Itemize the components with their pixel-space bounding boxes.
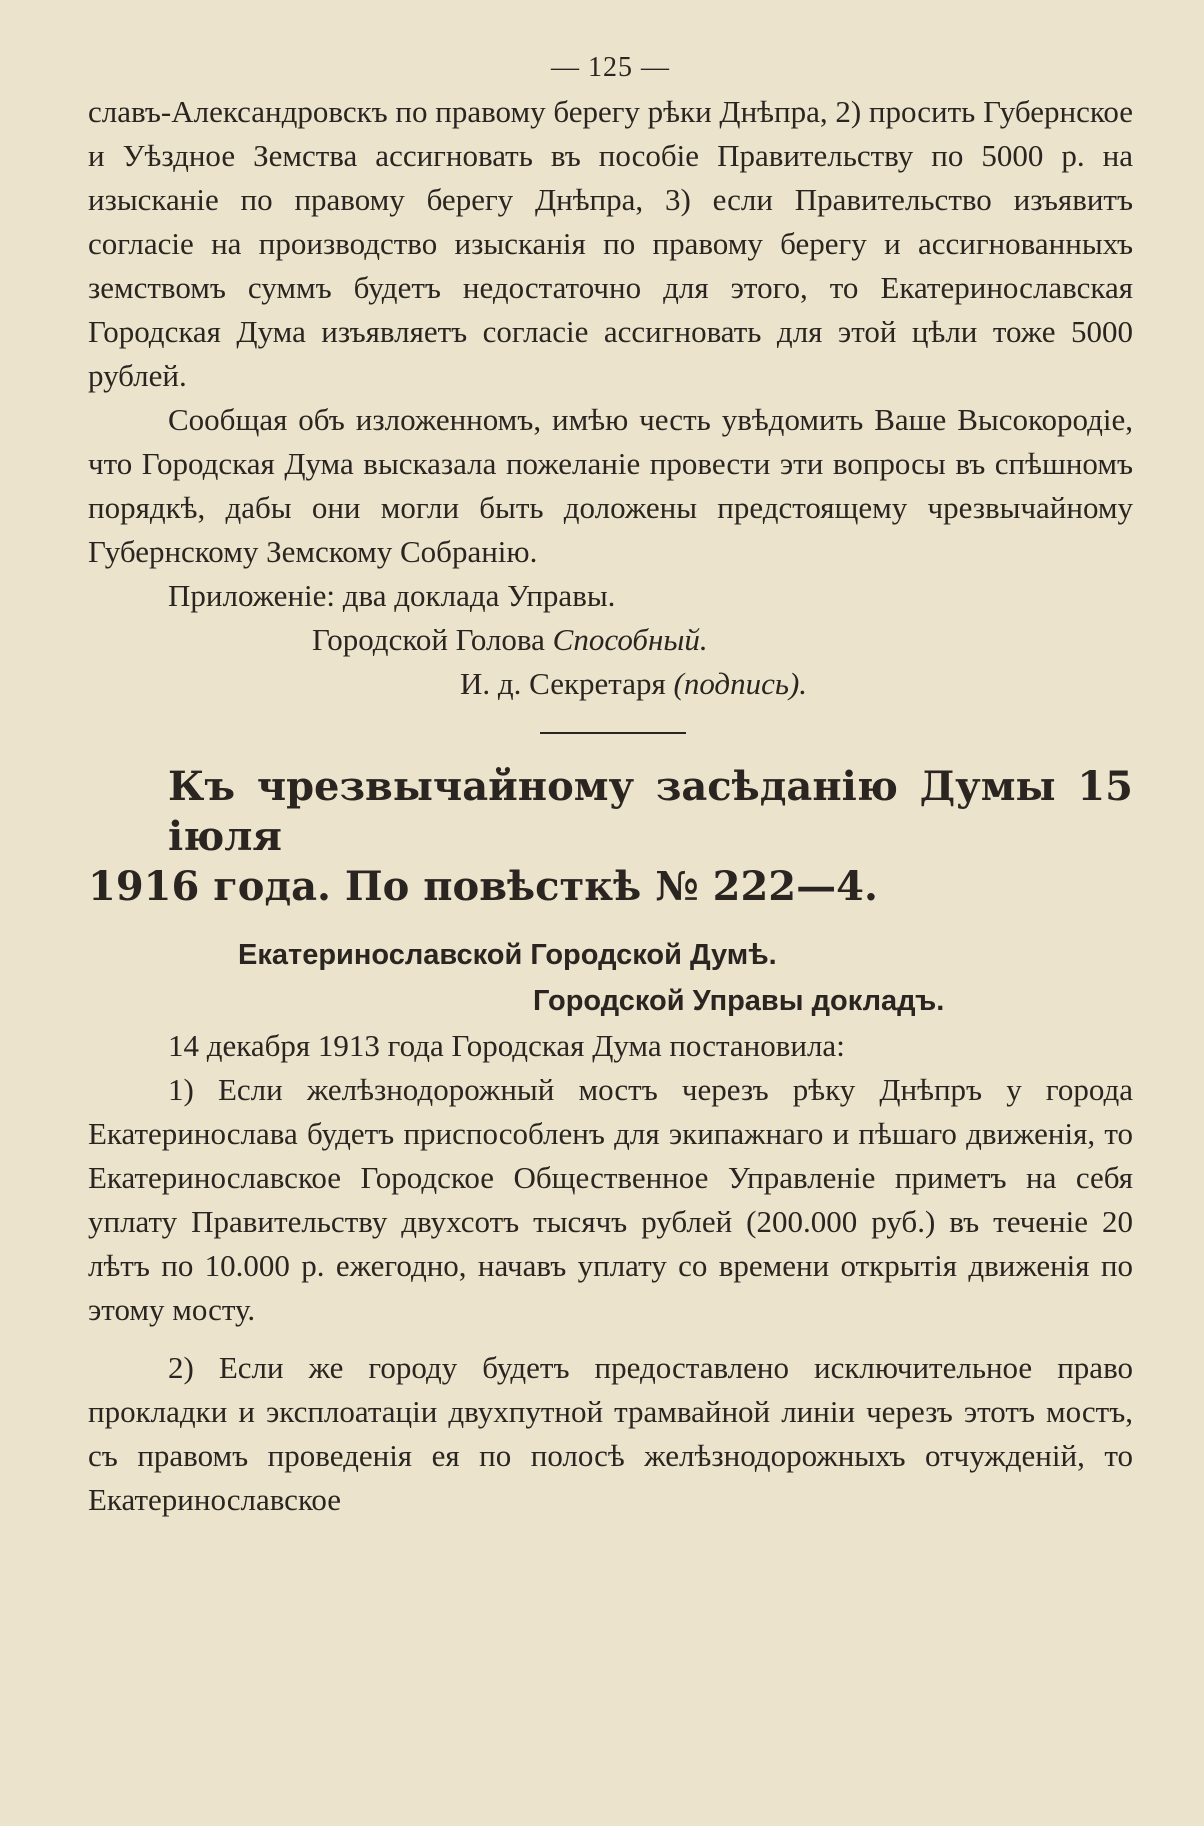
secretary-title: И. д. Секретаря: [460, 666, 666, 701]
paragraph-gap: [88, 1332, 1133, 1346]
paragraph-point-2: 2) Если же городу будетъ предоставлено исключительное право прокладки и эксплоатаціи двухпутной трамвайной линіи черезъ этотъ мостъ, съ правомъ проведенія ея по полосѣ желѣзнодорожныхъ отчужденій, то Екатеринославское: [88, 1350, 1133, 1517]
mayor-title: Городской Голова: [312, 622, 545, 657]
page-content: [88, 52, 1133, 1522]
heading-line-2: 1916 года. По повѣсткѣ № 222—4.: [88, 863, 878, 910]
addressee-line: Екатеринославской Городской Думѣ.: [238, 939, 777, 971]
heading-line-1: Къ чрезвычайному засѣданію Думы 15 іюля: [168, 763, 1133, 860]
paragraph-resolution-intro: 14 декабря 1913 года Городская Дума постановила:: [168, 1028, 845, 1063]
mayor-name: Способный.: [552, 622, 708, 657]
paragraph-notification: Сообщая объ изложенномъ, имѣю честь увѣдомить Ваше Высокородіе, что Городская Дума высказала пожеланіе провести эти вопросы въ спѣшномъ порядкѣ, дабы они могли быть доложены предстоящему чрезвычайному Губернскому Земскому Собранію.: [88, 402, 1133, 569]
paragraph-attachment: Приложеніе: два доклада Управы.: [168, 578, 616, 613]
report-title: Городской Управы докладъ.: [533, 985, 945, 1017]
secretary-signature-line: [460, 662, 1133, 706]
section-heading: [88, 762, 1133, 912]
section-divider: [540, 732, 686, 734]
mayor-signature-line: [312, 618, 1133, 662]
page-number: — 125 —: [551, 52, 670, 83]
paragraph-continuation: славъ-Александровскъ по правому берегу рѣки Днѣпра, 2) просить Губернское и Уѣздное Земства ассигновать въ пособіе Правительству по 5000 р. на изысканіе по правому берегу Днѣпра, 3) если Правительство изъявитъ согласіе на производство изысканія по правому берегу и ассигнованныхъ земствомъ суммъ будетъ недостаточно для этого, то Екатеринославская Городская Дума изъявляетъ согласіе ассигновать для этой цѣли тоже 5000 рублей.: [88, 94, 1133, 393]
paragraph-point-1: 1) Если желѣзнодорожный мостъ черезъ рѣку Днѣпръ у города Екатеринослава будетъ приспособленъ для экипажнаго и пѣшаго движенія, то Екатеринославское Городское Общественное Управленіе приметъ на себя уплату Правительству двухсотъ тысячъ рублей (200.000 руб.) въ теченіе 20 лѣтъ по 10.000 р. ежегодно, начавъ уплату со времени открытія движенія по этому мосту.: [88, 1072, 1133, 1327]
secretary-signature: (подпись).: [673, 666, 808, 701]
